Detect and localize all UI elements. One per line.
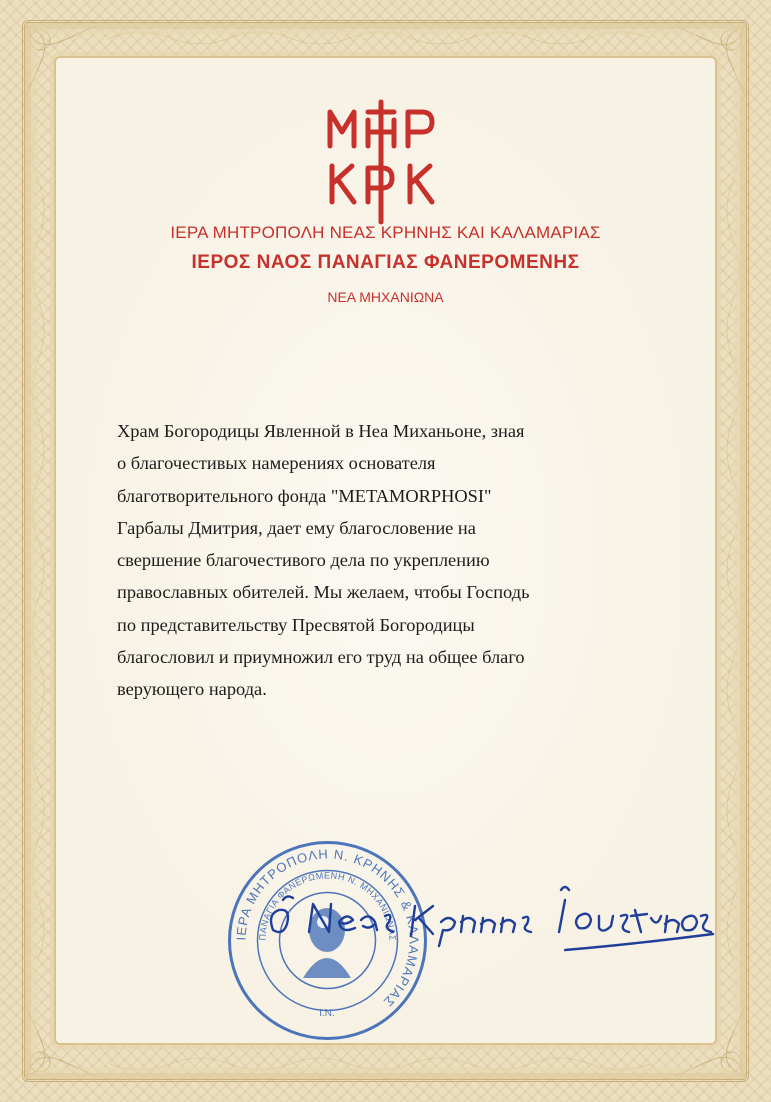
metropolis-name: ΙΕΡΑ ΜΗΤΡΟΠΟΛΗ ΝΕΑΣ ΚΡΗΝΗΣ ΚΑΙ ΚΑΛΑΜΑΡΙΑΣ — [170, 223, 601, 242]
blessing-line: Гарбалы Дмитрия, дает ему благословение на — [117, 517, 476, 538]
blessing-line: православных обителей. Мы желаем, чтобы Господь — [117, 582, 530, 603]
handwritten-signature-icon — [265, 870, 715, 960]
blessing-line: благотворительного фонда "METAMORPHOSI" — [117, 485, 492, 506]
christogram-monogram-icon — [316, 98, 446, 226]
blessing-text — [117, 415, 677, 706]
stamp-outer-text: ΙΕΡΑ ΜΗΤΡΟΠΟΛΗ Ν. ΚΡΗΝΗΣ & ΚΑΛΑΜΑΡΙΑΣ — [233, 846, 422, 1011]
blessing-line: о благочестивых намерениях основателя — [117, 453, 436, 474]
church-location: ΝΕΑ ΜΗΧΑΝΙΩΝΑ — [327, 289, 444, 305]
stamp-bottom-text: Ι.Ν. — [319, 1008, 335, 1019]
blessing-line: благословил и приумножил его труд на общее благо — [117, 647, 525, 668]
blessing-line: Храм Богородицы Явленной в Неа Миханьоне, зная — [117, 421, 525, 441]
stamp-inner-text: ΠΑΝΑΓΙΑ ΦΑΝΕΡΩΜΕΝΗ Ν. ΜΗΧΑΝΙΩΝΑΣ — [257, 870, 398, 942]
church-name: ΙΕΡΟΣ ΝΑΟΣ ΠΑΝΑΓΙΑΣ ΦΑΝΕΡΟΜΕΝΗΣ — [191, 252, 580, 273]
blessing-line: верующего народа. — [117, 679, 267, 700]
blessing-line: по представительству Пресвятой Богородицы — [117, 614, 475, 635]
blessing-line: свершение благочестивого дела по укреплению — [117, 550, 490, 571]
